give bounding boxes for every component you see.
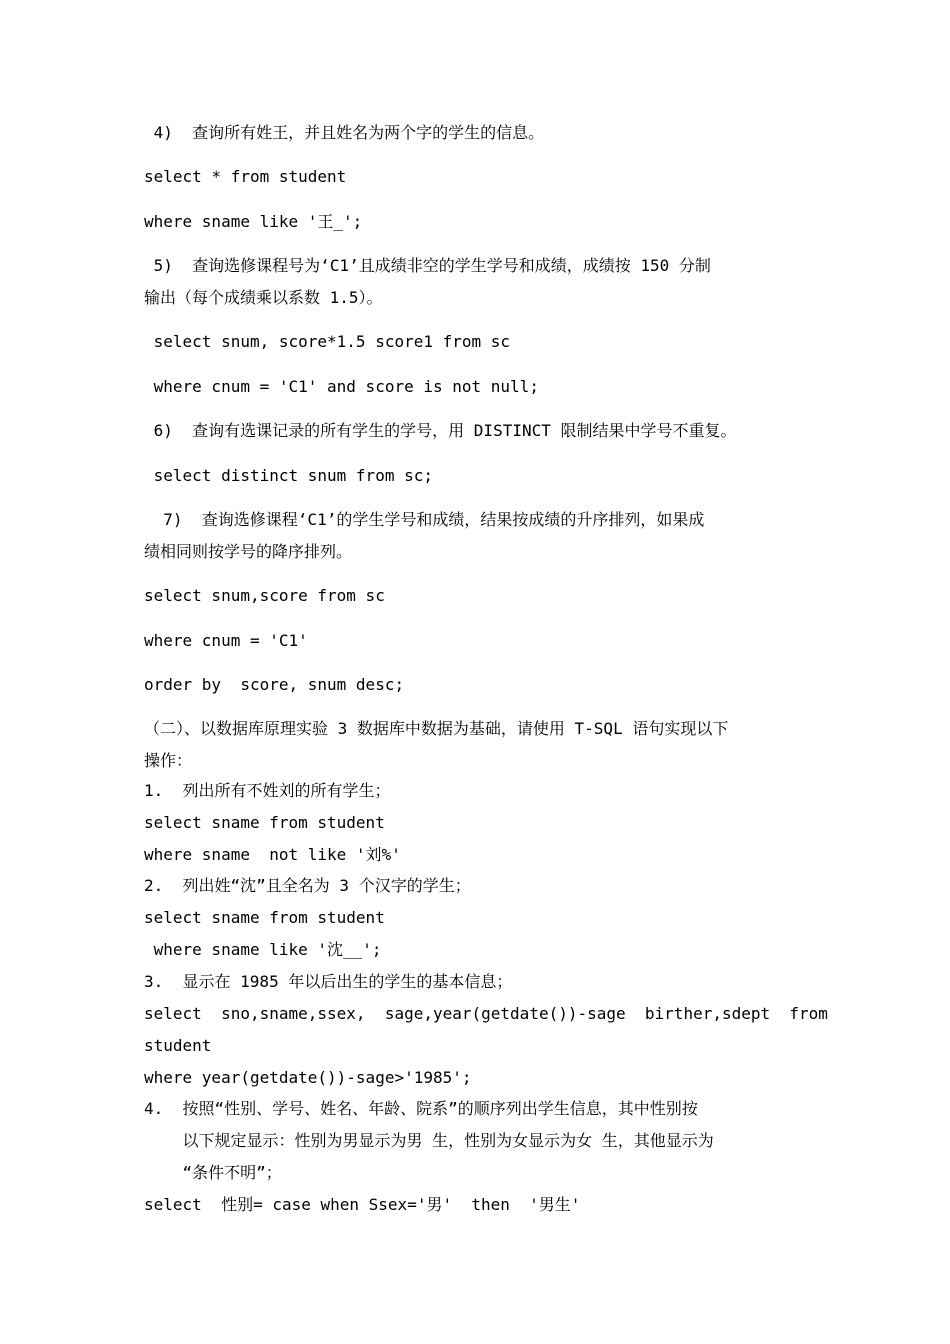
code-line: where sname not like '刘%' (144, 845, 401, 864)
text-line-item1: 1. 列出所有不姓刘的所有学生； (144, 781, 391, 800)
code-line: select 性别= case when Ssex='男' then '男生' (144, 1195, 581, 1214)
code-line: select sname from student (144, 813, 385, 832)
code-line: student (144, 1036, 212, 1055)
code-line: where sname like '王_'; (144, 212, 363, 231)
code-line: select sno,sname,ssex, sage,year(getdate())-sage birther,sdept from (144, 1004, 828, 1023)
section-heading-cont: 操作： (144, 751, 193, 770)
code-line: order by score, snum desc; (144, 675, 405, 694)
code-line: where sname like '沈__'; (144, 940, 382, 959)
text-line-item3: 3. 显示在 1985 年以后出生的学生的基本信息； (144, 972, 513, 991)
text-line-item4: 4. 按照“性别、学号、姓名、年龄、院系”的顺序列出学生信息，其中性别按 (144, 1099, 698, 1118)
text-line-item4-cont: 以下规定显示：性别为男显示为男 生，性别为女显示为女 生，其他显示为 (144, 1131, 714, 1150)
text-line-q4: 4) 查询所有姓王，并且姓名为两个字的学生的信息。 (144, 123, 545, 142)
text-line-q7: 7) 查询选修课程‘C1’的学生学号和成绩，结果按成绩的升序排列，如果成 (144, 510, 705, 529)
code-line: select distinct snum from sc; (144, 466, 433, 485)
text-line-q5: 5) 查询选修课程号为‘C1’且成绩非空的学生学号和成绩，成绩按 150 分制 (144, 256, 711, 275)
code-line: select sname from student (144, 908, 385, 927)
code-line: where cnum = 'C1' and score is not null; (144, 377, 539, 396)
text-line-q7-cont: 绩相同则按学号的降序排列。 (144, 542, 353, 561)
code-line: where year(getdate())-sage>'1985'; (144, 1068, 472, 1087)
code-line: where cnum = 'C1' (144, 631, 308, 650)
text-line-item2: 2. 列出姓“沈”且全名为 3 个汉字的学生； (144, 876, 471, 895)
text-line-q5-cont: 输出（每个成绩乘以系数 1.5）。 (144, 288, 383, 307)
code-line: select snum,score from sc (144, 586, 385, 605)
text-line-item4-cont: “条件不明”； (144, 1163, 282, 1182)
code-line: select snum, score*1.5 score1 from sc (144, 332, 511, 351)
text-line-q6: 6) 查询有选课记录的所有学生的学号，用 DISTINCT 限制结果中学号不重复。 (144, 421, 737, 440)
code-line: select * from student (144, 167, 347, 186)
section-heading: （二）、以数据库原理实验 3 数据库中数据为基础，请使用 T-SQL 语句实现以下 (144, 719, 729, 738)
